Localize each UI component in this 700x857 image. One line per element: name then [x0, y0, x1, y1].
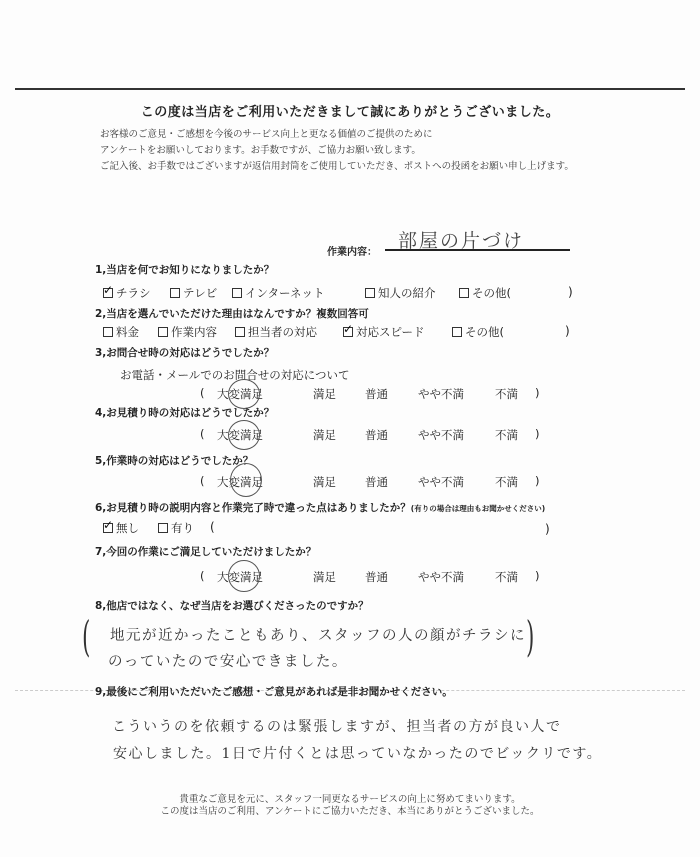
q2-option-staff[interactable]	[235, 324, 317, 340]
q4-question: 4,お見積り時の対応はどうでしたか？	[95, 407, 275, 419]
option-label: チラシ	[116, 286, 151, 300]
q1-question: 1,当店を何でお知りになりましたか？	[95, 264, 275, 276]
scale-open-paren: (	[200, 386, 205, 400]
footer-text	[0, 794, 700, 818]
q8-open-paren: (	[82, 612, 91, 661]
q2-option-speed[interactable]	[343, 324, 425, 340]
scale-close-paren: )	[535, 427, 540, 441]
checkbox-icon	[103, 327, 113, 337]
checkbox-checked-icon	[103, 523, 113, 533]
checkbox-icon	[459, 288, 469, 298]
q9-answer-line: 安心しました。1日で片付くとは思っていなかったのでビックリです。	[113, 746, 603, 762]
option-label: 対応スピード	[356, 325, 425, 339]
scale-dissatisfied[interactable]: 不満	[495, 475, 518, 489]
scale-very-satisfied[interactable]: 大変満足	[217, 570, 263, 584]
q1-option-internet[interactable]	[232, 285, 324, 301]
top-divider	[15, 88, 685, 90]
option-label: その他(	[472, 286, 511, 300]
work-label: 作業内容：	[327, 247, 377, 258]
option-label: 料金	[116, 325, 139, 339]
footer-line: 貴重なご意見を元に、スタッフ一同更なるサービスの向上に努めてまいります。	[179, 794, 521, 805]
scale-close-paren: )	[535, 386, 540, 400]
q8-close-paren: )	[526, 612, 535, 661]
scale-somewhat-dissatisfied[interactable]: やや不満	[418, 428, 464, 442]
intro-text	[100, 127, 574, 175]
q6-note: (有りの場合は理由もお聞かせください)	[410, 504, 546, 513]
option-label: 無し	[116, 521, 139, 535]
checkbox-icon	[158, 327, 168, 337]
scale-satisfied[interactable]: 満足	[313, 428, 336, 442]
scale-neutral[interactable]: 普通	[365, 570, 388, 584]
scale-open-paren: (	[200, 474, 205, 488]
q1-option-other[interactable]	[459, 285, 511, 301]
scale-dissatisfied[interactable]: 不満	[495, 570, 518, 584]
q1-close-paren: )	[568, 285, 573, 299]
checkbox-checked-icon	[343, 327, 353, 337]
scale-dissatisfied[interactable]: 不満	[495, 428, 518, 442]
option-label: 有り	[171, 521, 194, 535]
work-underline	[385, 249, 570, 251]
option-label: その他(	[465, 325, 504, 339]
scale-open-paren: (	[200, 569, 205, 583]
q6-option-yes[interactable]	[158, 520, 194, 536]
q1-option-flyer[interactable]	[103, 285, 151, 301]
scale-open-paren: (	[200, 427, 205, 441]
scale-neutral[interactable]: 普通	[365, 428, 388, 442]
selected-circle-mark	[228, 420, 260, 450]
checkbox-icon	[158, 523, 168, 533]
scale-close-paren: )	[535, 474, 540, 488]
q8-question: 8,他店ではなく、なぜ当店をお選びくださったのですか？	[95, 600, 369, 612]
intro-line: お客様のご意見・ご感想を今後のサービス向上と更なる価値のご提供のために	[100, 129, 433, 140]
q2-option-price[interactable]	[103, 324, 139, 340]
checkbox-icon	[232, 288, 242, 298]
option-label: テレビ	[183, 286, 218, 300]
q9-answer-line: こういうのを依頼するのは緊張しますが、担当者の方が良い人で	[112, 719, 562, 735]
q6-question	[95, 500, 545, 515]
q2-option-work[interactable]	[158, 324, 217, 340]
scale-neutral[interactable]: 普通	[365, 475, 388, 489]
q6-open-paren: (	[210, 520, 215, 534]
selected-circle-mark	[228, 560, 260, 592]
option-label: 作業内容	[171, 325, 217, 339]
checkbox-icon	[170, 288, 180, 298]
selected-circle-mark	[230, 463, 262, 497]
q1-option-tv[interactable]	[170, 285, 217, 301]
q7-question: 7,今回の作業にご満足していただけましたか？	[95, 546, 317, 558]
scale-somewhat-dissatisfied[interactable]: やや不満	[418, 475, 464, 489]
footer-line: この度は当店のご利用、アンケートにご協力いただき、本当にありがとうございました。	[160, 806, 540, 817]
q2-option-other[interactable]	[452, 324, 504, 340]
checkbox-icon	[365, 288, 375, 298]
scale-very-satisfied[interactable]: 大変満足	[217, 428, 263, 442]
page-title: この度は当店をご利用いただきまして誠にありがとうございました。	[140, 105, 560, 120]
option-label: 知人の紹介	[378, 286, 436, 300]
q3-subtext: お電話・メールでのお問合せの対応について	[120, 368, 350, 382]
q3-question: 3,お問合せ時の対応はどうでしたか？	[95, 347, 275, 359]
checkbox-checked-icon	[103, 288, 113, 298]
q9-question: 9,最後にご利用いただいたご感想・ご意見があれば是非お聞かせください。	[95, 686, 453, 698]
option-label: インターネット	[245, 286, 325, 300]
intro-line: アンケートをお願いしております。お手数ですが、ご協力お願い致します。	[100, 145, 421, 156]
scale-close-paren: )	[535, 569, 540, 583]
q6-question-text: 6,お見積り時の説明内容と作業完了時で違った点はありましたか？	[95, 502, 411, 514]
q8-answer-line: 地元が近かったこともあり、スタッフの人の顔がチラシに	[110, 628, 526, 644]
q6-close-paren: )	[545, 522, 550, 536]
q6-option-none[interactable]	[103, 520, 139, 536]
intro-line: ご記入後、お手数ではございますが返信用封筒をご使用していただき、ポストへの投函をお願い申し上げます。	[100, 161, 574, 172]
q2-question: 2,当店を選んでいただけた理由はなんですか？複数回答可	[95, 308, 369, 320]
scale-satisfied[interactable]: 満足	[313, 387, 336, 401]
q8-answer-line: のっていたので安心できました。	[108, 654, 348, 670]
q5-question: 5,作業時の対応はどうでしたか？	[95, 455, 254, 467]
scale-neutral[interactable]: 普通	[365, 387, 388, 401]
scale-satisfied[interactable]: 満足	[313, 570, 336, 584]
scale-very-satisfied[interactable]: 大変満足	[217, 475, 263, 489]
scale-dissatisfied[interactable]: 不満	[495, 387, 518, 401]
option-label: 担当者の対応	[248, 325, 317, 339]
scale-very-satisfied[interactable]: 大変満足	[217, 387, 263, 401]
work-value: 部屋の片づけ	[398, 230, 525, 252]
checkbox-icon	[452, 327, 462, 337]
q2-close-paren: )	[565, 324, 570, 338]
scale-somewhat-dissatisfied[interactable]: やや不満	[418, 387, 464, 401]
scale-satisfied[interactable]: 満足	[313, 475, 336, 489]
checkbox-icon	[235, 327, 245, 337]
q1-option-referral[interactable]	[365, 285, 436, 301]
scale-somewhat-dissatisfied[interactable]: やや不満	[418, 570, 464, 584]
